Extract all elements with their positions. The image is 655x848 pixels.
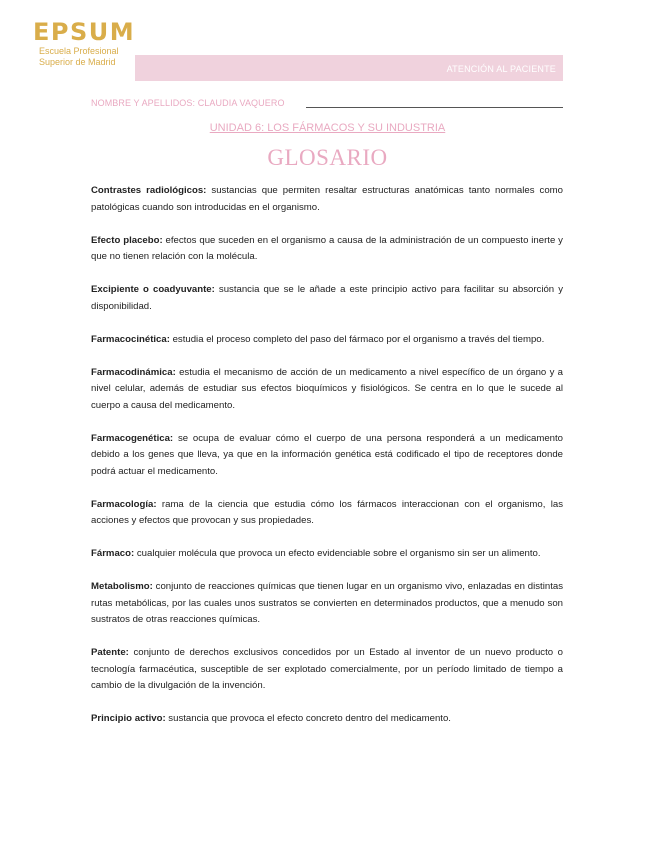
glossary-definition: efectos que suceden en el organismo a causa de la administración de un compuesto inerte y que no tienen relación con la molécula.: [91, 234, 563, 262]
student-name-line: [91, 98, 563, 110]
name-underline: [306, 107, 563, 108]
glossary-term: Patente:: [91, 647, 129, 658]
glossary-definition: estudia el proceso completo del paso del fármaco por el organismo a través del tiempo.: [169, 333, 545, 345]
logo-subtitle-line-1: Escuela Profesional: [39, 46, 119, 56]
glossary-definition: conjunto de derechos exclusivos concedidos por un Estado al inventor de un nuevo producto o tecnología farmacéutica, susceptible de ser explotado comercialmente, por un período limitado de tiempo a cambio de la divulgación de la invención.: [91, 647, 563, 691]
glossary-term: Principio activo:: [91, 713, 166, 724]
glossary-list: [91, 183, 563, 744]
logo-subtitle-line-2: Superior de Madrid: [39, 57, 116, 67]
glossary-entry: [91, 546, 563, 563]
glossary-definition: sustancias que permiten resaltar estructuras anatómicas tanto normales como patológicas cuando son introducidas en el organismo.: [91, 185, 563, 213]
glossary-definition: se ocupa de evaluar cómo el cuerpo de una persona responderá a un medicamento debido a los genes que lleva, ya que en la información genética está codificado el tipo de receptores donde podrá actuar el medicamento.: [91, 432, 563, 477]
glossary-definition: estudia el mecanismo de acción de un medicamento a nivel específico de un órgano y a nivel celular, además de estudiar sus efectos bioquímicos y fisiológicos. Se centra en lo que le sucede al cuerpo a causa del medicamento.: [91, 366, 563, 411]
glossary-term: Metabolismo:: [91, 581, 153, 592]
glossary-term: Contrastes radiológicos:: [91, 185, 207, 196]
glossary-definition: conjunto de reacciones químicas que tienen lugar en un organismo vivo, enlazadas en distintas rutas metabólicas, por las cuales unos sustratos se convierten en determinados productos, que a menudo son sustratos de otras reacciones químicas.: [91, 581, 563, 625]
glossary-term: Fármaco:: [91, 548, 135, 559]
glossary-entry: [91, 645, 563, 695]
glossary-definition: cualquier molécula que provoca un efecto evidenciable sobre el organismo sin ser un alimento.: [134, 548, 541, 559]
glossary-term: Efecto placebo:: [91, 234, 163, 246]
unit-title: UNIDAD 6: LOS FÁRMACOS Y SU INDUSTRIA: [209, 122, 446, 134]
glossary-entry: [91, 711, 563, 728]
glossary-term: Farmacocinética:: [91, 333, 170, 345]
glossary-entry: [91, 332, 563, 349]
glossary-entry: [91, 183, 563, 216]
logo-wordmark: EPSUM: [33, 18, 136, 46]
page-title: GLOSARIO: [267, 145, 388, 170]
glossary-term: Excipiente o coadyuvante:: [91, 284, 215, 295]
epsum-logo: [33, 18, 136, 67]
glossary-definition: rama de la ciencia que estudia cómo los fármacos interaccionan con el organismo, las acciones y efectos que provocan y sus propiedades.: [91, 498, 563, 526]
glossary-entry: [91, 579, 563, 629]
glossary-entry: [91, 497, 563, 530]
glossary-entry: [91, 233, 563, 266]
glossary-term: Farmacodinámica:: [91, 366, 176, 378]
glossary-entry: [91, 365, 563, 415]
glossary-term: Farmacología:: [91, 498, 157, 510]
glossary-definition: sustancia que provoca el efecto concreto dentro del medicamento.: [165, 713, 451, 724]
student-name-label: NOMBRE Y APELLIDOS: CLAUDIA VAQUERO: [91, 98, 285, 108]
glossary-definition: sustancia que se le añade a este principio activo para facilitar su absorción y disponibilidad.: [91, 284, 563, 312]
course-title: ATENCIÓN AL PACIENTE: [446, 64, 556, 74]
header-band: [135, 55, 563, 81]
glossary-term: Farmacogenética:: [91, 432, 174, 444]
glossary-entry: [91, 282, 563, 315]
glossary-entry: [91, 431, 563, 481]
